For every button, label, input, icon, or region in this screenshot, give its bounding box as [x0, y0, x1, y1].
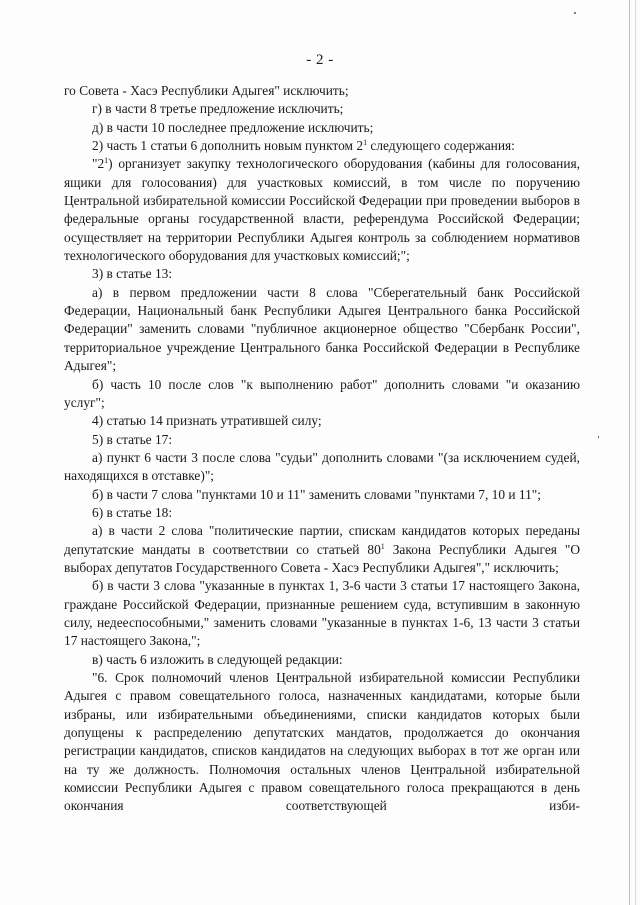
paragraph-text: 5) в статье 17:: [92, 431, 173, 447]
paragraph: [64, 412, 580, 430]
superscript: 1: [104, 156, 109, 166]
scan-edge-line: [629, 0, 630, 905]
paragraph: [64, 669, 580, 816]
paragraph-text: а) в части 2 слова "политические партии, спискам кандидатов которых переданы депутатские мандаты в соответствии со статьей 80: [64, 523, 580, 557]
paragraph-text: 4) статью 14 признать утратившей силу;: [92, 413, 322, 429]
paragraph-text: "2: [92, 156, 105, 172]
paragraph: [64, 82, 580, 100]
paragraph: [64, 504, 580, 522]
document-body: [64, 82, 580, 816]
paragraph-text: го Совета - Хасэ Республики Адыгея" исключить;: [64, 83, 349, 98]
superscript: 1: [363, 138, 368, 148]
paragraph: [64, 577, 580, 650]
paragraph: [64, 137, 580, 155]
paragraph: [64, 265, 580, 283]
paragraph-text: б) часть 10 после слов "к выполнению работ" дополнить словами "и оказанию услуг";: [64, 376, 580, 410]
paragraph-text: б) в части 3 слова "указанные в пунктах 1, 3-6 части 3 статьи 17 настоящего Закона, граждане Российской Федерации, признанные решением суда, вступившим в законную силу, недееспособными," заменить словами "указанные в пунктах 1-6, 13 части 3 статьи 17 настоящего Закона,";: [64, 578, 580, 649]
paragraph-text: д) в части 10 последнее предложение исключить;: [92, 119, 374, 135]
paragraph-text: "6. Срок полномочий членов Центральной избирательной комиссии Республики Адыгея с правом совещательного голоса, назначенных кандидатами, которые были избраны, или избирательными объединениями, списки кандидатов которых были допущены к распределению депутатских мандатов, продолжается до окончания регистрации кандидатов, списков кандидатов на следующих выборах в тот же орган или на ту же должность. Полномочия остальных членов Центральной избирательной комиссии Республики Адыгея с правом совещательного голоса прекращаются в день окончания соответствующей изби-: [64, 670, 580, 814]
paragraph-text: г) в части 8 третье предложение исключить;: [92, 101, 344, 117]
paragraph-text: б) в части 7 слова "пунктами 10 и 11" заменить словами "пунктами 7, 10 и 11";: [92, 486, 541, 502]
paragraph: [64, 284, 580, 376]
paragraph: [64, 431, 580, 449]
paragraph-text: 6) в статье 18:: [92, 504, 173, 520]
paragraph-text: 2) часть 1 статьи 6 дополнить новым пунктом 2: [92, 138, 364, 154]
scan-edge-line: [635, 0, 636, 905]
scan-speck: [598, 436, 599, 438]
paragraph: [64, 119, 580, 137]
paragraph-text: Закона Республики Адыгея "О выборах депутатов Государственного Совета - Хасэ Республики Адыгея"," исключить;: [64, 541, 580, 575]
paragraph: [64, 651, 580, 669]
paragraph: [64, 155, 580, 265]
paragraph-text: следующего содержания:: [367, 138, 515, 154]
paragraph: [64, 522, 580, 577]
paragraph-text: в) часть 6 изложить в следующей редакции:: [92, 651, 343, 667]
paragraph-text: а) пункт 6 части 3 после слова "судьи" дополнить словами "(за исключением судей, находящихся в отставке)";: [64, 449, 580, 484]
paragraph-text: 3) в статье 13:: [92, 266, 173, 282]
page-number: - 2 -: [306, 52, 334, 68]
paragraph: [64, 449, 580, 486]
paragraph: [64, 486, 580, 504]
paragraph: [64, 376, 580, 413]
superscript: 1: [380, 541, 385, 551]
paragraph: [64, 100, 580, 118]
scan-speck: [574, 12, 576, 14]
paragraph-text: ) организует закупку технологического оборудования (кабины для голосования, ящики для голосования) для участковых комиссий, в том числе по поручению Центральной избирательной комиссии Российской Федерации при проведении выборов в федеральные органы государственной власти, референдума Российской Федерации; осуществляет на территории Республики Адыгея контроль за соблюдением нормативов технологического оборудования для участковых комиссий;";: [64, 156, 580, 264]
paragraph-text: а) в первом предложении части 8 слова "Сберегательный банк Российской Федерации, Национальный банк Республики Адыгея Центрального банка Российской Федерации" заменить словами "публичное акционерное общество "Сбербанк России", территориальное учреждение Центрального банка Российской Федерации в Республике Адыгея";: [64, 284, 580, 374]
